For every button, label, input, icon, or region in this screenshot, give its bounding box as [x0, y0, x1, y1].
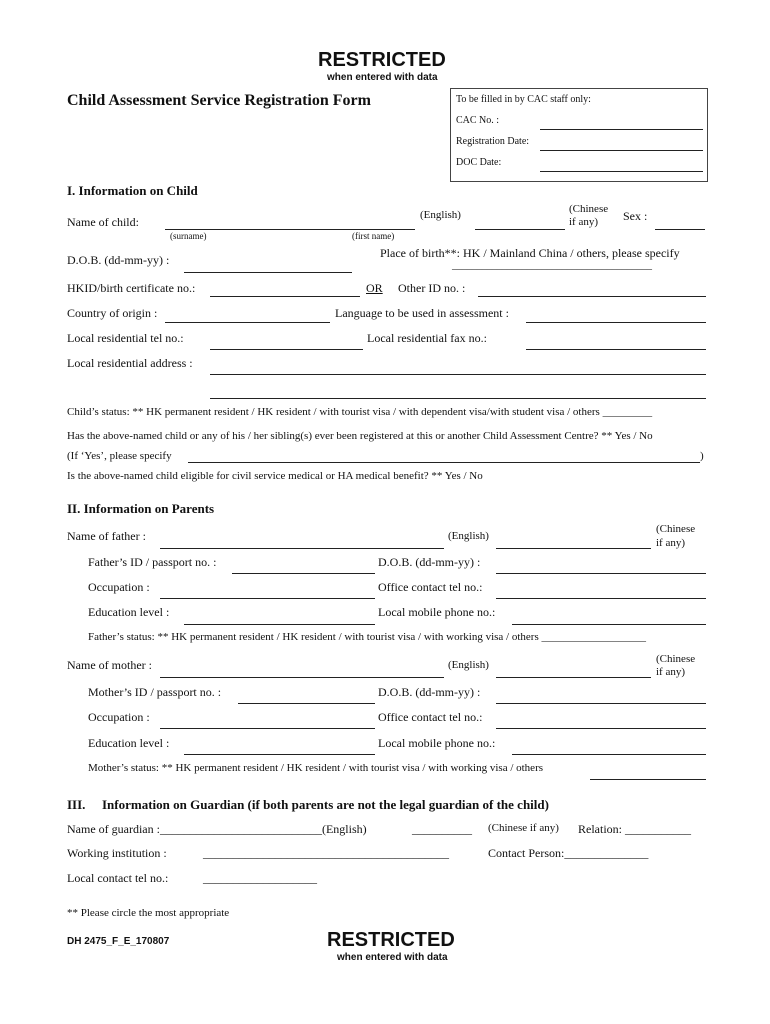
father-name-label: Name of father :	[67, 529, 146, 543]
residential-tel-field[interactable]	[210, 349, 363, 350]
other-id-field[interactable]	[478, 296, 706, 297]
if-yes-field[interactable]	[188, 462, 700, 463]
place-of-birth-label: Place of birth**: HK / Mainland China / others, please specify	[380, 246, 680, 260]
father-id-label: Father’s ID / passport no. :	[88, 555, 217, 569]
mother-id-field[interactable]	[238, 703, 375, 704]
guardian-relation-field[interactable]: Relation: ___________	[578, 822, 691, 836]
father-id-field[interactable]	[232, 573, 375, 574]
section-1-title: I. Information on Child	[67, 183, 198, 198]
mother-chinese-label-2: if any)	[656, 666, 686, 678]
sex-label: Sex :	[623, 209, 648, 223]
mother-name-label: Name of mother :	[67, 658, 152, 672]
child-dob-field[interactable]	[184, 272, 352, 273]
child-dob-label: D.O.B. (dd-mm-yy) :	[67, 253, 170, 267]
hkid-label: HKID/birth certificate no.:	[67, 281, 196, 295]
child-chinese-label-2: if any)	[569, 216, 599, 228]
mother-status-text[interactable]: Mother’s status: ** HK permanent resident / HK resident / with tourist visa / with working visa / others	[88, 762, 544, 774]
residential-fax-label: Local residential fax no.:	[367, 331, 487, 345]
guardian-chinese-label: (Chinese if any)	[488, 822, 559, 834]
doc-date-field[interactable]	[540, 171, 703, 172]
form-code: DH 2475_F_E_170807	[67, 936, 170, 947]
working-institution-label: Working institution :	[67, 846, 167, 860]
doc-date-label: DOC Date:	[456, 157, 502, 168]
father-chinese-field[interactable]	[496, 548, 651, 549]
guardian-contact-tel-field[interactable]: ___________________	[203, 871, 317, 885]
father-mobile-field[interactable]	[512, 624, 706, 625]
father-occupation-field[interactable]	[160, 598, 375, 599]
restricted-header: RESTRICTED	[318, 49, 446, 71]
mother-occupation-label: Occupation :	[88, 710, 150, 724]
mother-occupation-field[interactable]	[160, 728, 375, 729]
registration-date-label: Registration Date:	[456, 136, 530, 147]
working-institution-field[interactable]: _________________________________________	[203, 846, 449, 860]
medical-benefit-text[interactable]: Is the above-named child eligible for civil service medical or HA medical benefit? ** Yes / No	[67, 470, 483, 482]
registration-date-field[interactable]	[540, 150, 703, 151]
mother-dob-field[interactable]	[496, 703, 706, 704]
mother-english-label: (English)	[448, 659, 489, 671]
residential-fax-field[interactable]	[526, 349, 706, 350]
first-name-caption: (first name)	[352, 231, 395, 241]
cac-no-label: CAC No. :	[456, 115, 500, 126]
father-office-tel-field[interactable]	[496, 598, 706, 599]
child-chinese-field[interactable]	[475, 229, 565, 230]
if-yes-close: )	[700, 450, 704, 462]
contact-person-field[interactable]: Contact Person:______________	[488, 846, 649, 860]
restricted-footer-sub: when entered with data	[337, 952, 448, 963]
hkid-field[interactable]	[210, 296, 360, 297]
father-dob-field[interactable]	[496, 573, 706, 574]
father-occupation-label: Occupation :	[88, 580, 150, 594]
section-3-title: Information on Guardian (if both parents are not the legal guardian of the child)	[102, 797, 549, 812]
child-status-text[interactable]: Child’s status: ** HK permanent resident / HK resident / with tourist visa / with dependent visa/with student visa / others _________	[67, 406, 653, 418]
other-id-label: Other ID no. :	[398, 281, 466, 295]
father-status-text[interactable]: Father’s status: ** HK permanent resident / HK resident / with tourist visa / with working visa / others ___________________	[88, 631, 646, 643]
section-3-number: III.	[67, 797, 86, 812]
place-of-birth-field[interactable]: ________________________________________	[452, 260, 652, 271]
residential-address-field-2[interactable]	[210, 398, 706, 399]
mother-office-tel-field[interactable]	[496, 728, 706, 729]
child-chinese-label-1: (Chinese	[569, 203, 609, 215]
circle-note: ** Please circle the most appropriate	[67, 907, 230, 919]
restricted-header-sub: when entered with data	[327, 72, 438, 83]
section-2-title: II. Information on Parents	[67, 501, 215, 516]
father-english-label: (English)	[448, 530, 489, 542]
previously-registered-text[interactable]: Has the above-named child or any of his / her sibling(s) ever been registered at this or another Child Assessment Centre? ** Yes / No	[67, 430, 653, 442]
mother-mobile-label: Local mobile phone no.:	[378, 736, 496, 750]
restricted-footer: RESTRICTED	[327, 929, 455, 951]
father-chinese-label-2: if any)	[656, 537, 686, 549]
child-english-label: (English)	[420, 209, 461, 221]
country-of-origin-label: Country of origin :	[67, 306, 158, 320]
mother-dob-label: D.O.B. (dd-mm-yy) :	[378, 685, 481, 699]
father-chinese-label-1: (Chinese	[656, 523, 696, 535]
assessment-language-field[interactable]	[526, 322, 706, 323]
guardian-chinese-field[interactable]: __________	[412, 822, 472, 836]
mother-chinese-label-1: (Chinese	[656, 653, 696, 665]
mother-name-field[interactable]	[160, 677, 444, 678]
mother-id-label: Mother’s ID / passport no. :	[88, 685, 222, 699]
father-mobile-label: Local mobile phone no.:	[378, 605, 496, 619]
residential-address-label: Local residential address :	[67, 356, 193, 370]
sex-field[interactable]	[655, 229, 705, 230]
form-title: Child Assessment Service Registration Form	[67, 92, 371, 109]
child-surname-field[interactable]	[165, 229, 415, 230]
name-of-child-label: Name of child:	[67, 215, 139, 229]
guardian-contact-tel-label: Local contact tel no.:	[67, 871, 169, 885]
surname-caption: (surname)	[170, 231, 207, 241]
mother-education-field[interactable]	[184, 754, 375, 755]
father-education-label: Education level :	[88, 605, 170, 619]
father-dob-label: D.O.B. (dd-mm-yy) :	[378, 555, 481, 569]
mother-education-label: Education level :	[88, 736, 170, 750]
or-label: OR	[366, 281, 383, 295]
guardian-name-field[interactable]: Name of guardian :___________________________(English)	[67, 822, 367, 836]
mother-mobile-field[interactable]	[512, 754, 706, 755]
residential-address-field-1[interactable]	[210, 374, 706, 375]
office-use-note: To be filled in by CAC staff only:	[456, 94, 591, 105]
mother-status-others-field[interactable]	[590, 779, 706, 780]
if-yes-label: (If ‘Yes’, please specify	[67, 450, 172, 462]
mother-chinese-field[interactable]	[496, 677, 651, 678]
father-education-field[interactable]	[184, 624, 375, 625]
cac-no-field[interactable]	[540, 129, 703, 130]
father-name-field[interactable]	[160, 548, 444, 549]
country-of-origin-field[interactable]	[165, 322, 330, 323]
father-office-tel-label: Office contact tel no.:	[378, 580, 483, 594]
assessment-language-label: Language to be used in assessment :	[335, 306, 509, 320]
mother-office-tel-label: Office contact tel no.:	[378, 710, 483, 724]
residential-tel-label: Local residential tel no.:	[67, 331, 184, 345]
